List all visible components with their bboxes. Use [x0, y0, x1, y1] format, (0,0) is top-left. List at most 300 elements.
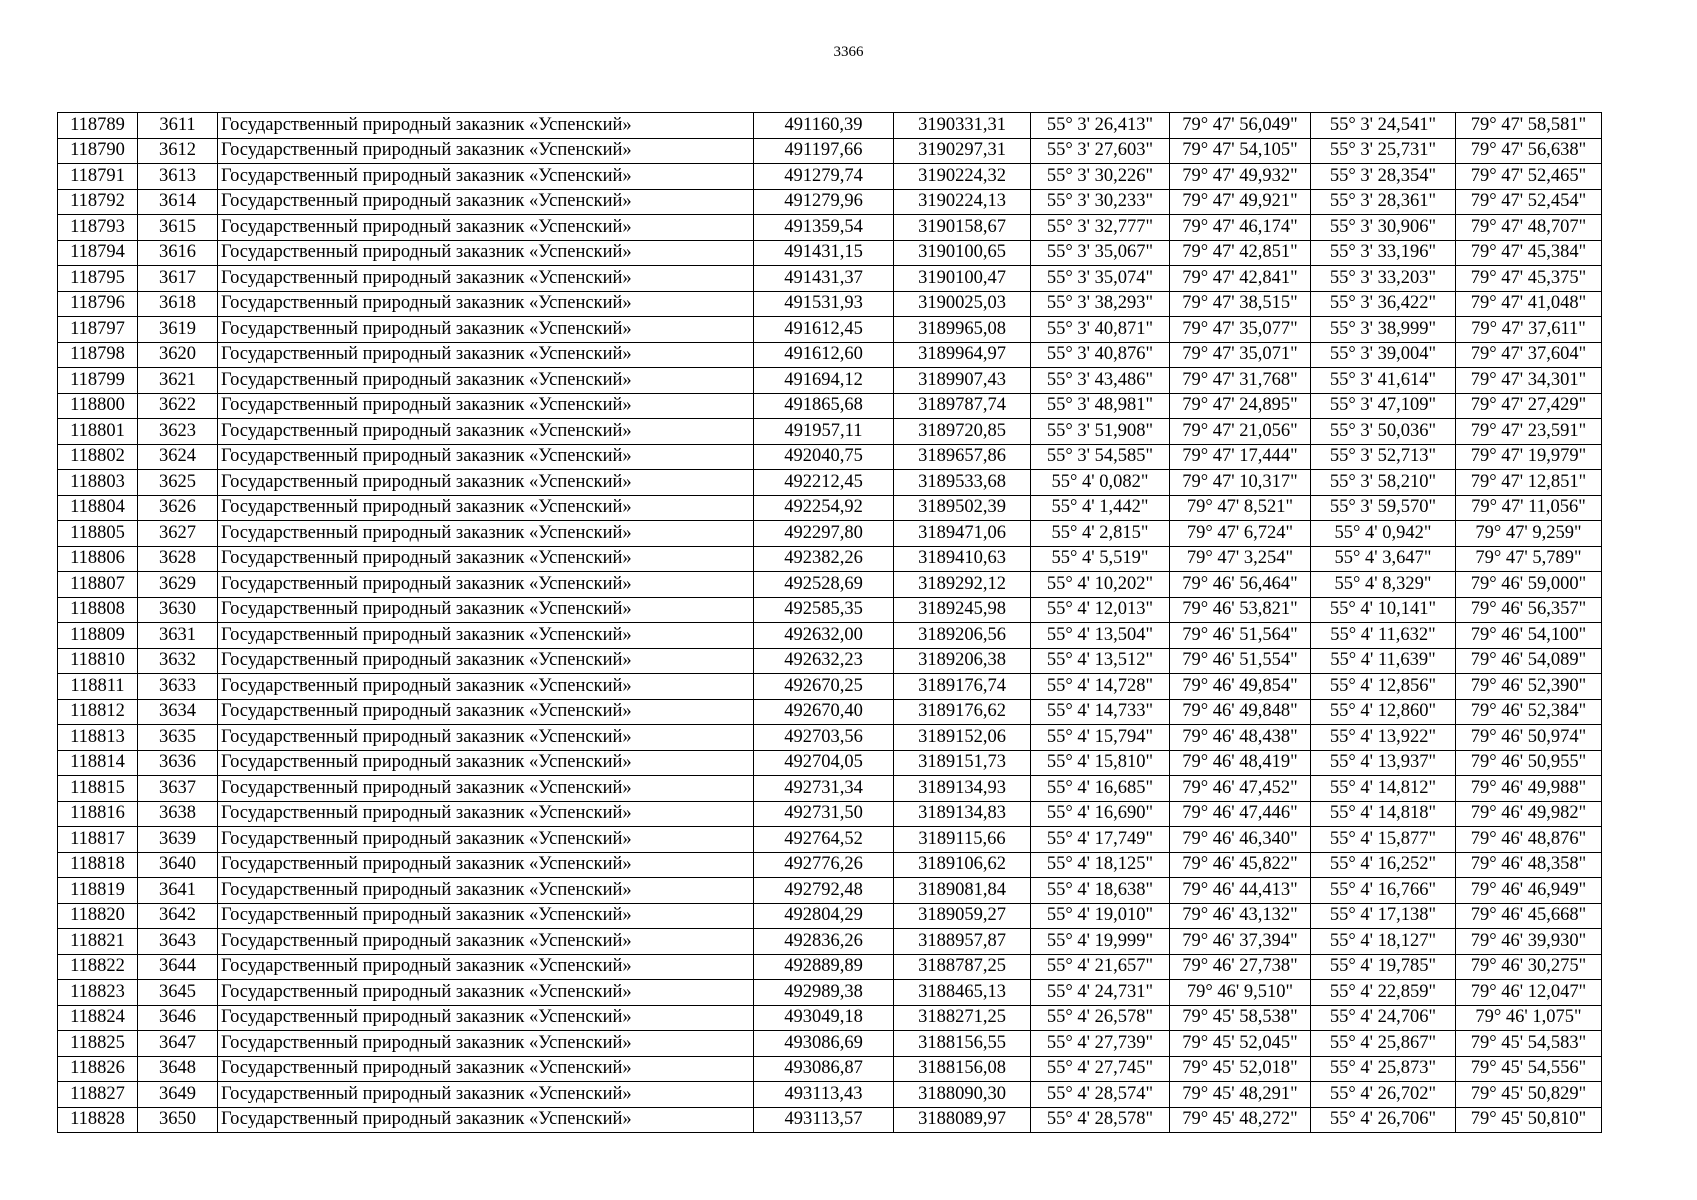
table-row: [58, 1107, 1602, 1133]
latitude-1-cell: 55° 4' 18,125": [1031, 852, 1170, 878]
latitude-2-cell: 55° 4' 26,706": [1311, 1107, 1456, 1133]
y-coordinate-cell: 3189106,62: [894, 852, 1031, 878]
point-number-cell: 3638: [138, 801, 218, 827]
point-number-cell: 3616: [138, 240, 218, 266]
point-number-cell: 3630: [138, 597, 218, 623]
longitude-2-cell: 79° 46' 39,930": [1456, 929, 1602, 955]
object-name-cell: Государственный природный заказник «Успенский»: [218, 980, 754, 1006]
latitude-2-cell: 55° 3' 25,731": [1311, 138, 1456, 164]
point-number-cell: 3628: [138, 546, 218, 572]
longitude-2-cell: 79° 47' 52,454": [1456, 189, 1602, 215]
point-number-cell: 3647: [138, 1031, 218, 1057]
table-row: [58, 776, 1602, 802]
table-row: [58, 495, 1602, 521]
latitude-1-cell: 55° 3' 51,908": [1031, 419, 1170, 445]
latitude-1-cell: 55° 4' 27,739": [1031, 1031, 1170, 1057]
latitude-2-cell: 55° 4' 12,856": [1311, 674, 1456, 700]
x-coordinate-cell: 492764,52: [754, 827, 894, 853]
x-coordinate-cell: 493113,57: [754, 1107, 894, 1133]
row-id-cell: 118789: [58, 113, 138, 139]
x-coordinate-cell: 492836,26: [754, 929, 894, 955]
latitude-2-cell: 55° 3' 33,203": [1311, 266, 1456, 292]
longitude-1-cell: 79° 47' 17,444": [1170, 444, 1311, 470]
longitude-2-cell: 79° 47' 58,581": [1456, 113, 1602, 139]
row-id-cell: 118809: [58, 623, 138, 649]
latitude-2-cell: 55° 3' 30,906": [1311, 215, 1456, 241]
row-id-cell: 118806: [58, 546, 138, 572]
y-coordinate-cell: 3189059,27: [894, 903, 1031, 929]
row-id-cell: 118795: [58, 266, 138, 292]
x-coordinate-cell: 492889,89: [754, 954, 894, 980]
row-id-cell: 118810: [58, 648, 138, 674]
latitude-1-cell: 55° 4' 26,578": [1031, 1005, 1170, 1031]
row-id-cell: 118800: [58, 393, 138, 419]
point-number-cell: 3649: [138, 1082, 218, 1108]
longitude-1-cell: 79° 46' 27,738": [1170, 954, 1311, 980]
x-coordinate-cell: 491694,12: [754, 368, 894, 394]
object-name-cell: Государственный природный заказник «Успенский»: [218, 291, 754, 317]
x-coordinate-cell: 492731,34: [754, 776, 894, 802]
latitude-2-cell: 55° 4' 17,138": [1311, 903, 1456, 929]
row-id-cell: 118817: [58, 827, 138, 853]
x-coordinate-cell: 492731,50: [754, 801, 894, 827]
x-coordinate-cell: 491431,15: [754, 240, 894, 266]
y-coordinate-cell: 3189134,93: [894, 776, 1031, 802]
latitude-2-cell: 55° 4' 22,859": [1311, 980, 1456, 1006]
point-number-cell: 3612: [138, 138, 218, 164]
point-number-cell: 3615: [138, 215, 218, 241]
object-name-cell: Государственный природный заказник «Успенский»: [218, 623, 754, 649]
x-coordinate-cell: 492528,69: [754, 572, 894, 598]
latitude-2-cell: 55° 4' 18,127": [1311, 929, 1456, 955]
x-coordinate-cell: 492297,80: [754, 521, 894, 547]
row-id-cell: 118820: [58, 903, 138, 929]
longitude-1-cell: 79° 46' 51,564": [1170, 623, 1311, 649]
latitude-1-cell: 55° 4' 14,733": [1031, 699, 1170, 725]
y-coordinate-cell: 3189965,08: [894, 317, 1031, 343]
longitude-1-cell: 79° 45' 52,018": [1170, 1056, 1311, 1082]
latitude-2-cell: 55° 4' 11,632": [1311, 623, 1456, 649]
y-coordinate-cell: 3189245,98: [894, 597, 1031, 623]
longitude-1-cell: 79° 47' 31,768": [1170, 368, 1311, 394]
point-number-cell: 3650: [138, 1107, 218, 1133]
object-name-cell: Государственный природный заказник «Успенский»: [218, 954, 754, 980]
latitude-1-cell: 55° 3' 32,777": [1031, 215, 1170, 241]
row-id-cell: 118812: [58, 699, 138, 725]
longitude-1-cell: 79° 45' 48,272": [1170, 1107, 1311, 1133]
object-name-cell: Государственный природный заказник «Успенский»: [218, 801, 754, 827]
y-coordinate-cell: 3189176,74: [894, 674, 1031, 700]
latitude-2-cell: 55° 4' 26,702": [1311, 1082, 1456, 1108]
table-row: [58, 725, 1602, 751]
latitude-1-cell: 55° 3' 40,876": [1031, 342, 1170, 368]
point-number-cell: 3629: [138, 572, 218, 598]
latitude-2-cell: 55° 4' 8,329": [1311, 572, 1456, 598]
point-number-cell: 3626: [138, 495, 218, 521]
longitude-1-cell: 79° 47' 6,724": [1170, 521, 1311, 547]
table-row: [58, 164, 1602, 190]
y-coordinate-cell: 3188156,08: [894, 1056, 1031, 1082]
point-number-cell: 3631: [138, 623, 218, 649]
latitude-1-cell: 55° 3' 30,233": [1031, 189, 1170, 215]
latitude-1-cell: 55° 4' 15,794": [1031, 725, 1170, 751]
point-number-cell: 3613: [138, 164, 218, 190]
object-name-cell: Государственный природный заказник «Успенский»: [218, 495, 754, 521]
y-coordinate-cell: 3189787,74: [894, 393, 1031, 419]
longitude-1-cell: 79° 46' 49,848": [1170, 699, 1311, 725]
row-id-cell: 118816: [58, 801, 138, 827]
row-id-cell: 118804: [58, 495, 138, 521]
latitude-2-cell: 55° 4' 12,860": [1311, 699, 1456, 725]
longitude-2-cell: 79° 47' 45,384": [1456, 240, 1602, 266]
table-row: [58, 1082, 1602, 1108]
y-coordinate-cell: 3189292,12: [894, 572, 1031, 598]
longitude-1-cell: 79° 46' 47,452": [1170, 776, 1311, 802]
latitude-2-cell: 55° 4' 25,867": [1311, 1031, 1456, 1057]
longitude-2-cell: 79° 46' 50,955": [1456, 750, 1602, 776]
object-name-cell: Государственный природный заказник «Успенский»: [218, 1056, 754, 1082]
y-coordinate-cell: 3189964,97: [894, 342, 1031, 368]
latitude-2-cell: 55° 3' 50,036": [1311, 419, 1456, 445]
object-name-cell: Государственный природный заказник «Успенский»: [218, 725, 754, 751]
x-coordinate-cell: 492804,29: [754, 903, 894, 929]
latitude-1-cell: 55° 4' 27,745": [1031, 1056, 1170, 1082]
longitude-1-cell: 79° 47' 10,317": [1170, 470, 1311, 496]
point-number-cell: 3641: [138, 878, 218, 904]
point-number-cell: 3643: [138, 929, 218, 955]
latitude-1-cell: 55° 4' 16,690": [1031, 801, 1170, 827]
latitude-2-cell: 55° 4' 13,922": [1311, 725, 1456, 751]
table-row: [58, 572, 1602, 598]
point-number-cell: 3620: [138, 342, 218, 368]
latitude-2-cell: 55° 3' 38,999": [1311, 317, 1456, 343]
latitude-1-cell: 55° 4' 1,442": [1031, 495, 1170, 521]
coordinates-table: [57, 112, 1602, 1133]
longitude-1-cell: 79° 46' 51,554": [1170, 648, 1311, 674]
table-row: [58, 113, 1602, 139]
object-name-cell: Государственный природный заказник «Успенский»: [218, 903, 754, 929]
y-coordinate-cell: 3189907,43: [894, 368, 1031, 394]
latitude-1-cell: 55° 3' 35,074": [1031, 266, 1170, 292]
y-coordinate-cell: 3190158,67: [894, 215, 1031, 241]
row-id-cell: 118819: [58, 878, 138, 904]
longitude-2-cell: 79° 47' 12,851": [1456, 470, 1602, 496]
longitude-2-cell: 79° 47' 19,979": [1456, 444, 1602, 470]
longitude-2-cell: 79° 47' 23,591": [1456, 419, 1602, 445]
y-coordinate-cell: 3190100,47: [894, 266, 1031, 292]
latitude-2-cell: 55° 4' 10,141": [1311, 597, 1456, 623]
y-coordinate-cell: 3190224,13: [894, 189, 1031, 215]
longitude-2-cell: 79° 47' 48,707": [1456, 215, 1602, 241]
latitude-2-cell: 55° 4' 24,706": [1311, 1005, 1456, 1031]
y-coordinate-cell: 3188787,25: [894, 954, 1031, 980]
longitude-2-cell: 79° 47' 9,259": [1456, 521, 1602, 547]
latitude-1-cell: 55° 4' 2,815": [1031, 521, 1170, 547]
table-row: [58, 266, 1602, 292]
x-coordinate-cell: 492670,40: [754, 699, 894, 725]
object-name-cell: Государственный природный заказник «Успенский»: [218, 852, 754, 878]
x-coordinate-cell: 492212,45: [754, 470, 894, 496]
row-id-cell: 118790: [58, 138, 138, 164]
y-coordinate-cell: 3188465,13: [894, 980, 1031, 1006]
latitude-2-cell: 55° 3' 28,361": [1311, 189, 1456, 215]
latitude-2-cell: 55° 4' 16,766": [1311, 878, 1456, 904]
longitude-2-cell: 79° 47' 45,375": [1456, 266, 1602, 292]
x-coordinate-cell: 492585,35: [754, 597, 894, 623]
point-number-cell: 3636: [138, 750, 218, 776]
longitude-1-cell: 79° 46' 46,340": [1170, 827, 1311, 853]
row-id-cell: 118824: [58, 1005, 138, 1031]
latitude-1-cell: 55° 3' 27,603": [1031, 138, 1170, 164]
row-id-cell: 118808: [58, 597, 138, 623]
longitude-2-cell: 79° 46' 48,358": [1456, 852, 1602, 878]
row-id-cell: 118811: [58, 674, 138, 700]
latitude-2-cell: 55° 4' 15,877": [1311, 827, 1456, 853]
y-coordinate-cell: 3190025,03: [894, 291, 1031, 317]
y-coordinate-cell: 3190297,31: [894, 138, 1031, 164]
longitude-2-cell: 79° 45' 54,583": [1456, 1031, 1602, 1057]
longitude-2-cell: 79° 46' 46,949": [1456, 878, 1602, 904]
table-row: [58, 980, 1602, 1006]
longitude-2-cell: 79° 46' 56,357": [1456, 597, 1602, 623]
longitude-2-cell: 79° 47' 37,611": [1456, 317, 1602, 343]
x-coordinate-cell: 491279,96: [754, 189, 894, 215]
table-row: [58, 419, 1602, 445]
latitude-1-cell: 55° 4' 14,728": [1031, 674, 1170, 700]
table-row: [58, 1005, 1602, 1031]
table-row: [58, 138, 1602, 164]
object-name-cell: Государственный природный заказник «Успенский»: [218, 470, 754, 496]
longitude-2-cell: 79° 46' 50,974": [1456, 725, 1602, 751]
latitude-1-cell: 55° 3' 26,413": [1031, 113, 1170, 139]
point-number-cell: 3642: [138, 903, 218, 929]
longitude-1-cell: 79° 47' 46,174": [1170, 215, 1311, 241]
row-id-cell: 118799: [58, 368, 138, 394]
y-coordinate-cell: 3189410,63: [894, 546, 1031, 572]
point-number-cell: 3633: [138, 674, 218, 700]
latitude-2-cell: 55° 4' 19,785": [1311, 954, 1456, 980]
y-coordinate-cell: 3188271,25: [894, 1005, 1031, 1031]
row-id-cell: 118815: [58, 776, 138, 802]
point-number-cell: 3639: [138, 827, 218, 853]
x-coordinate-cell: 492632,00: [754, 623, 894, 649]
table-row: [58, 852, 1602, 878]
longitude-2-cell: 79° 47' 52,465": [1456, 164, 1602, 190]
point-number-cell: 3625: [138, 470, 218, 496]
table-body: [58, 113, 1602, 1133]
longitude-2-cell: 79° 46' 52,390": [1456, 674, 1602, 700]
x-coordinate-cell: 492989,38: [754, 980, 894, 1006]
latitude-1-cell: 55° 4' 13,504": [1031, 623, 1170, 649]
object-name-cell: Государственный природный заказник «Успенский»: [218, 1107, 754, 1133]
longitude-1-cell: 79° 46' 49,854": [1170, 674, 1311, 700]
y-coordinate-cell: 3189176,62: [894, 699, 1031, 725]
table-row: [58, 827, 1602, 853]
table-row: [58, 291, 1602, 317]
table-row: [58, 623, 1602, 649]
row-id-cell: 118792: [58, 189, 138, 215]
row-id-cell: 118797: [58, 317, 138, 343]
table-row: [58, 929, 1602, 955]
longitude-1-cell: 79° 46' 53,821": [1170, 597, 1311, 623]
y-coordinate-cell: 3190331,31: [894, 113, 1031, 139]
point-number-cell: 3637: [138, 776, 218, 802]
object-name-cell: Государственный природный заказник «Успенский»: [218, 648, 754, 674]
table-row: [58, 215, 1602, 241]
longitude-2-cell: 79° 45' 54,556": [1456, 1056, 1602, 1082]
longitude-1-cell: 79° 47' 8,521": [1170, 495, 1311, 521]
longitude-1-cell: 79° 47' 54,105": [1170, 138, 1311, 164]
object-name-cell: Государственный природный заказник «Успенский»: [218, 266, 754, 292]
y-coordinate-cell: 3189657,86: [894, 444, 1031, 470]
x-coordinate-cell: 492382,26: [754, 546, 894, 572]
point-number-cell: 3618: [138, 291, 218, 317]
longitude-1-cell: 79° 45' 52,045": [1170, 1031, 1311, 1057]
latitude-2-cell: 55° 4' 25,873": [1311, 1056, 1456, 1082]
y-coordinate-cell: 3190224,32: [894, 164, 1031, 190]
latitude-1-cell: 55° 4' 10,202": [1031, 572, 1170, 598]
object-name-cell: Государственный природный заказник «Успенский»: [218, 113, 754, 139]
longitude-2-cell: 79° 45' 50,810": [1456, 1107, 1602, 1133]
latitude-1-cell: 55° 4' 12,013": [1031, 597, 1170, 623]
point-number-cell: 3640: [138, 852, 218, 878]
longitude-1-cell: 79° 47' 42,841": [1170, 266, 1311, 292]
y-coordinate-cell: 3188957,87: [894, 929, 1031, 955]
object-name-cell: Государственный природный заказник «Успенский»: [218, 1031, 754, 1057]
object-name-cell: Государственный природный заказник «Успенский»: [218, 393, 754, 419]
latitude-1-cell: 55° 4' 5,519": [1031, 546, 1170, 572]
object-name-cell: Государственный природный заказник «Успенский»: [218, 164, 754, 190]
point-number-cell: 3646: [138, 1005, 218, 1031]
latitude-2-cell: 55° 4' 14,818": [1311, 801, 1456, 827]
y-coordinate-cell: 3189720,85: [894, 419, 1031, 445]
object-name-cell: Государственный природный заказник «Успенский»: [218, 572, 754, 598]
object-name-cell: Государственный природный заказник «Успенский»: [218, 878, 754, 904]
x-coordinate-cell: 491612,45: [754, 317, 894, 343]
object-name-cell: Государственный природный заказник «Успенский»: [218, 521, 754, 547]
x-coordinate-cell: 492040,75: [754, 444, 894, 470]
table-row: [58, 597, 1602, 623]
longitude-1-cell: 79° 46' 48,419": [1170, 750, 1311, 776]
x-coordinate-cell: 491279,74: [754, 164, 894, 190]
latitude-2-cell: 55° 4' 13,937": [1311, 750, 1456, 776]
longitude-1-cell: 79° 47' 56,049": [1170, 113, 1311, 139]
longitude-2-cell: 79° 46' 59,000": [1456, 572, 1602, 598]
y-coordinate-cell: 3189152,06: [894, 725, 1031, 751]
longitude-2-cell: 79° 45' 50,829": [1456, 1082, 1602, 1108]
x-coordinate-cell: 491612,60: [754, 342, 894, 368]
table-row: [58, 954, 1602, 980]
x-coordinate-cell: 493049,18: [754, 1005, 894, 1031]
object-name-cell: Государственный природный заказник «Успенский»: [218, 368, 754, 394]
longitude-1-cell: 79° 47' 42,851": [1170, 240, 1311, 266]
longitude-2-cell: 79° 46' 54,100": [1456, 623, 1602, 649]
row-id-cell: 118814: [58, 750, 138, 776]
latitude-2-cell: 55° 3' 33,196": [1311, 240, 1456, 266]
point-number-cell: 3611: [138, 113, 218, 139]
object-name-cell: Государственный природный заказник «Успенский»: [218, 674, 754, 700]
point-number-cell: 3614: [138, 189, 218, 215]
y-coordinate-cell: 3189151,73: [894, 750, 1031, 776]
longitude-2-cell: 79° 47' 37,604": [1456, 342, 1602, 368]
longitude-1-cell: 79° 46' 44,413": [1170, 878, 1311, 904]
longitude-2-cell: 79° 46' 52,384": [1456, 699, 1602, 725]
x-coordinate-cell: 492704,05: [754, 750, 894, 776]
x-coordinate-cell: 492703,56: [754, 725, 894, 751]
y-coordinate-cell: 3189533,68: [894, 470, 1031, 496]
object-name-cell: Государственный природный заказник «Успенский»: [218, 240, 754, 266]
object-name-cell: Государственный природный заказник «Успенский»: [218, 750, 754, 776]
longitude-1-cell: 79° 46' 43,132": [1170, 903, 1311, 929]
y-coordinate-cell: 3188090,30: [894, 1082, 1031, 1108]
row-id-cell: 118826: [58, 1056, 138, 1082]
x-coordinate-cell: 493113,43: [754, 1082, 894, 1108]
table-row: [58, 674, 1602, 700]
longitude-1-cell: 79° 47' 24,895": [1170, 393, 1311, 419]
y-coordinate-cell: 3189471,06: [894, 521, 1031, 547]
row-id-cell: 118798: [58, 342, 138, 368]
latitude-2-cell: 55° 3' 47,109": [1311, 393, 1456, 419]
latitude-2-cell: 55° 3' 58,210": [1311, 470, 1456, 496]
latitude-2-cell: 55° 3' 59,570": [1311, 495, 1456, 521]
row-id-cell: 118801: [58, 419, 138, 445]
object-name-cell: Государственный природный заказник «Успенский»: [218, 189, 754, 215]
table-row: [58, 240, 1602, 266]
point-number-cell: 3619: [138, 317, 218, 343]
point-number-cell: 3621: [138, 368, 218, 394]
latitude-2-cell: 55° 4' 3,647": [1311, 546, 1456, 572]
table-row: [58, 342, 1602, 368]
table-row: [58, 444, 1602, 470]
latitude-1-cell: 55° 4' 24,731": [1031, 980, 1170, 1006]
x-coordinate-cell: 491160,39: [754, 113, 894, 139]
latitude-2-cell: 55° 3' 28,354": [1311, 164, 1456, 190]
latitude-1-cell: 55° 4' 19,010": [1031, 903, 1170, 929]
longitude-1-cell: 79° 47' 35,077": [1170, 317, 1311, 343]
latitude-2-cell: 55° 3' 24,541": [1311, 113, 1456, 139]
row-id-cell: 118802: [58, 444, 138, 470]
latitude-1-cell: 55° 3' 40,871": [1031, 317, 1170, 343]
longitude-2-cell: 79° 46' 48,876": [1456, 827, 1602, 853]
latitude-1-cell: 55° 4' 28,578": [1031, 1107, 1170, 1133]
x-coordinate-cell: 492776,26: [754, 852, 894, 878]
table-row: [58, 750, 1602, 776]
table-row: [58, 189, 1602, 215]
longitude-1-cell: 79° 47' 3,254": [1170, 546, 1311, 572]
latitude-1-cell: 55° 4' 13,512": [1031, 648, 1170, 674]
x-coordinate-cell: 491197,66: [754, 138, 894, 164]
x-coordinate-cell: 492670,25: [754, 674, 894, 700]
table-row: [58, 393, 1602, 419]
row-id-cell: 118813: [58, 725, 138, 751]
object-name-cell: Государственный природный заказник «Успенский»: [218, 597, 754, 623]
table-row: [58, 903, 1602, 929]
y-coordinate-cell: 3189502,39: [894, 495, 1031, 521]
longitude-2-cell: 79° 46' 30,275": [1456, 954, 1602, 980]
row-id-cell: 118791: [58, 164, 138, 190]
longitude-2-cell: 79° 46' 54,089": [1456, 648, 1602, 674]
latitude-1-cell: 55° 3' 38,293": [1031, 291, 1170, 317]
x-coordinate-cell: 493086,69: [754, 1031, 894, 1057]
longitude-1-cell: 79° 47' 38,515": [1170, 291, 1311, 317]
x-coordinate-cell: 492254,92: [754, 495, 894, 521]
y-coordinate-cell: 3189206,56: [894, 623, 1031, 649]
latitude-1-cell: 55° 4' 15,810": [1031, 750, 1170, 776]
object-name-cell: Государственный природный заказник «Успенский»: [218, 827, 754, 853]
latitude-2-cell: 55° 3' 52,713": [1311, 444, 1456, 470]
table-row: [58, 801, 1602, 827]
longitude-2-cell: 79° 47' 34,301": [1456, 368, 1602, 394]
